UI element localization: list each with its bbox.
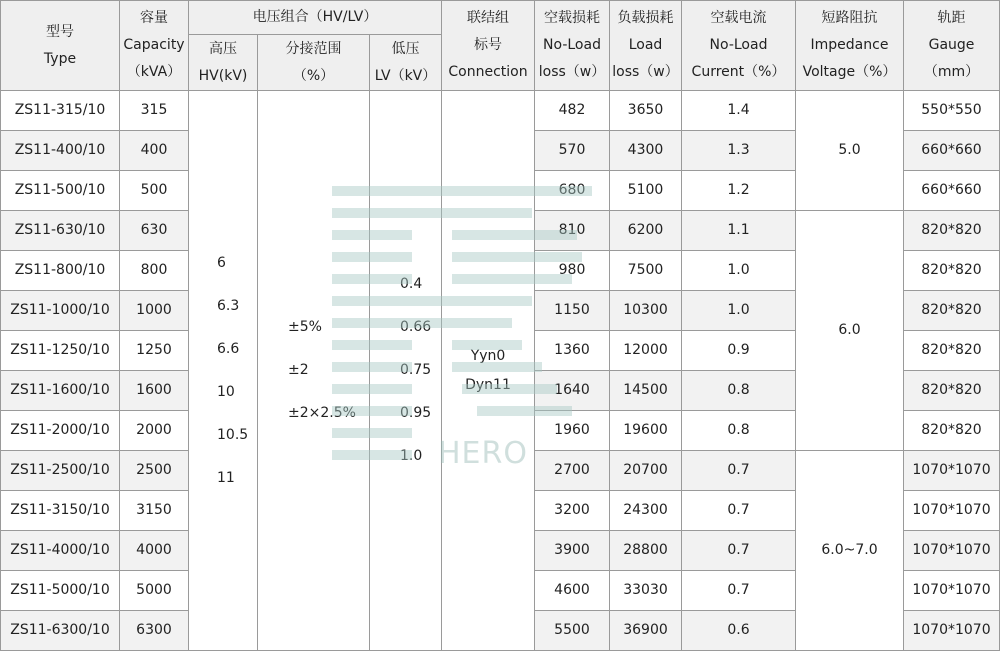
cell-capacity: 1250 [120,331,189,371]
header-voltage-group: 电压组合（HV/LV） [189,1,442,35]
cell-type: ZS11-4000/10 [1,531,120,571]
cell-load: 19600 [610,411,682,451]
header-load: 负载损耗 Load loss（w） [610,1,682,91]
cell-current: 0.7 [682,491,796,531]
cell-gauge: 820*820 [904,251,1000,291]
cell-gauge: 820*820 [904,371,1000,411]
cell-noload: 5500 [535,611,610,651]
tap-value: ±2 [288,362,309,378]
cell-load: 12000 [610,331,682,371]
hv-value: 6.3 [217,297,240,314]
table-row [1,91,1000,131]
cell-load: 20700 [610,451,682,491]
cell-current: 0.7 [682,451,796,491]
header-impedance: 短路阻抗 Impedance Voltage（%） [796,1,904,91]
tap-values [258,91,370,651]
cell-gauge: 1070*1070 [904,611,1000,651]
cell-current: 1.4 [682,91,796,131]
cell-type: ZS11-400/10 [1,131,120,171]
cell-type: ZS11-5000/10 [1,571,120,611]
cell-current: 0.7 [682,531,796,571]
cell-type: ZS11-1000/10 [1,291,120,331]
cell-type: ZS11-6300/10 [1,611,120,651]
cell-capacity: 400 [120,131,189,171]
lv-value: 0.75 [400,362,432,378]
header-type: 型号 Type [1,1,120,91]
lv-value: 0.4 [400,276,423,292]
cell-noload: 3200 [535,491,610,531]
cell-current: 1.2 [682,171,796,211]
cell-type: ZS11-3150/10 [1,491,120,531]
cell-type: ZS11-1600/10 [1,371,120,411]
cell-capacity: 2000 [120,411,189,451]
watermark-text: HERO [438,436,528,471]
tap-value: ±2×2.5% [288,405,356,421]
cell-current: 0.8 [682,411,796,451]
hv-value: 11 [217,469,235,486]
cell-noload: 1150 [535,291,610,331]
cell-type: ZS11-800/10 [1,251,120,291]
hv-value: 10.5 [217,426,249,443]
cell-impedance: 5.0 [796,91,904,211]
header-noload: 空载损耗 No-Load loss（w） [535,1,610,91]
cell-current: 1.0 [682,251,796,291]
cell-gauge: 1070*1070 [904,491,1000,531]
header-lv: 低压 LV（kV） [370,35,442,91]
cell-type: ZS11-630/10 [1,211,120,251]
hv-value: 6.6 [217,340,240,357]
cell-noload: 1360 [535,331,610,371]
lv-value: 1.0 [400,448,423,464]
cell-noload: 2700 [535,451,610,491]
cell-gauge: 820*820 [904,211,1000,251]
cell-current: 0.9 [682,331,796,371]
cell-gauge: 820*820 [904,411,1000,451]
connection-value: Dyn11 [465,376,511,393]
cell-gauge: 1070*1070 [904,571,1000,611]
cell-impedance: 6.0 [796,211,904,451]
lv-values [370,91,442,651]
cell-noload: 980 [535,251,610,291]
cell-capacity: 4000 [120,531,189,571]
cell-noload: 1960 [535,411,610,451]
cell-impedance: 6.0~7.0 [796,451,904,651]
header-connection: 联结组 标号 Connection [442,1,535,91]
cell-capacity: 500 [120,171,189,211]
cell-capacity: 1000 [120,291,189,331]
cell-current: 1.1 [682,211,796,251]
cell-load: 28800 [610,531,682,571]
lv-value: 0.66 [400,319,432,335]
cell-load: 4300 [610,131,682,171]
cell-capacity: 2500 [120,451,189,491]
cell-current: 0.8 [682,371,796,411]
cell-gauge: 660*660 [904,171,1000,211]
cell-capacity: 315 [120,91,189,131]
cell-load: 24300 [610,491,682,531]
header-current: 空载电流 No-Load Current（%） [682,1,796,91]
hv-values [189,91,258,651]
cell-gauge: 820*820 [904,331,1000,371]
cell-current: 1.0 [682,291,796,331]
cell-noload: 482 [535,91,610,131]
cell-gauge: 820*820 [904,291,1000,331]
header-hv: 高压 HV(kV) [189,35,258,91]
cell-gauge: 1070*1070 [904,531,1000,571]
cell-noload: 570 [535,131,610,171]
header-capacity: 容量 Capacity （kVA） [120,1,189,91]
cell-load: 36900 [610,611,682,651]
cell-noload: 1640 [535,371,610,411]
cell-noload: 4600 [535,571,610,611]
cell-load: 7500 [610,251,682,291]
cell-gauge: 1070*1070 [904,451,1000,491]
cell-current: 0.7 [682,571,796,611]
cell-capacity: 1600 [120,371,189,411]
hv-value: 6 [217,254,226,271]
connection-values [442,91,535,651]
tap-value: ±5% [288,319,322,335]
cell-load: 6200 [610,211,682,251]
header-gauge: 轨距 Gauge （mm） [904,1,1000,91]
connection-value: Yyn0 [470,347,506,364]
cell-load: 33030 [610,571,682,611]
cell-type: ZS11-2000/10 [1,411,120,451]
cell-current: 1.3 [682,131,796,171]
cell-current: 0.6 [682,611,796,651]
hv-value: 10 [217,383,235,400]
cell-type: ZS11-1250/10 [1,331,120,371]
cell-capacity: 800 [120,251,189,291]
cell-capacity: 630 [120,211,189,251]
cell-load: 10300 [610,291,682,331]
cell-load: 3650 [610,91,682,131]
cell-load: 5100 [610,171,682,211]
cell-noload: 680 [535,171,610,211]
cell-capacity: 5000 [120,571,189,611]
cell-gauge: 550*550 [904,91,1000,131]
cell-noload: 810 [535,211,610,251]
cell-capacity: 3150 [120,491,189,531]
cell-load: 14500 [610,371,682,411]
cell-type: ZS11-500/10 [1,171,120,211]
lv-value: 0.95 [400,405,432,421]
cell-type: ZS11-2500/10 [1,451,120,491]
cell-type: ZS11-315/10 [1,91,120,131]
cell-capacity: 6300 [120,611,189,651]
cell-noload: 3900 [535,531,610,571]
header-tap: 分接范围 （%） [258,35,370,91]
cell-gauge: 660*660 [904,131,1000,171]
